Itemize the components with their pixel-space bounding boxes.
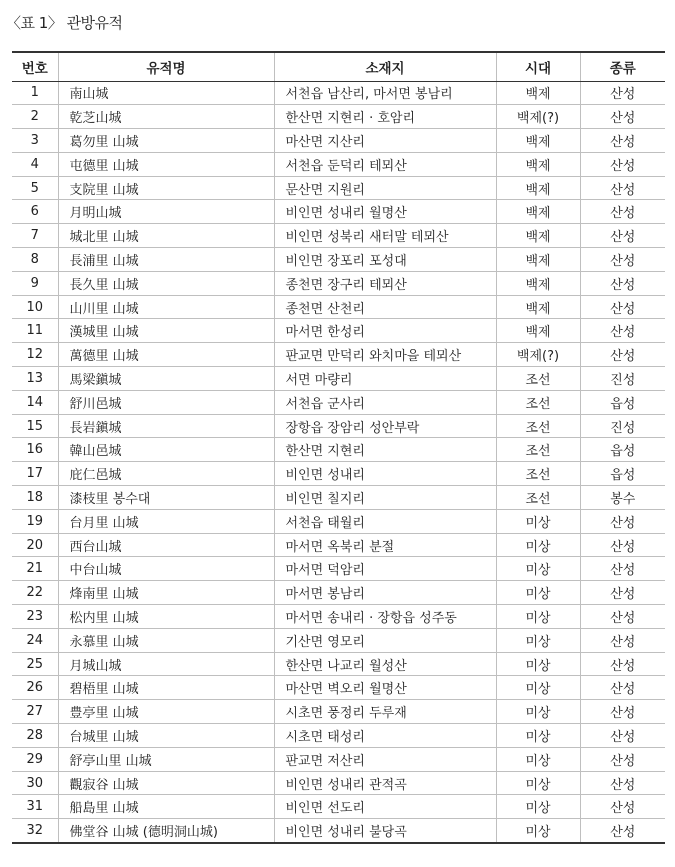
site-type: 산성: [580, 557, 665, 581]
table-row: [12, 771, 665, 795]
row-number: 3: [12, 129, 58, 153]
site-type: 산성: [580, 533, 665, 557]
site-type: 읍성: [580, 438, 665, 462]
site-type: 산성: [580, 248, 665, 272]
site-name: 萬德里 山城: [58, 343, 274, 367]
header-type: 종류: [580, 52, 665, 81]
site-name: 舒川邑城: [58, 390, 274, 414]
site-era: 미상: [496, 652, 580, 676]
table-row: [12, 200, 665, 224]
site-name: 台城里 山城: [58, 724, 274, 748]
row-number: 22: [12, 581, 58, 605]
site-location: 한산면 지현리 · 호암리: [274, 105, 496, 129]
site-era: 미상: [496, 747, 580, 771]
row-number: 24: [12, 628, 58, 652]
row-number: 32: [12, 819, 58, 843]
table-row: [12, 390, 665, 414]
row-number: 4: [12, 152, 58, 176]
site-location: 서천읍 둔덕리 테뫼산: [274, 152, 496, 176]
row-number: 17: [12, 462, 58, 486]
site-type: 산성: [580, 105, 665, 129]
site-type: 산성: [580, 700, 665, 724]
row-number: 21: [12, 557, 58, 581]
site-location: 서천읍 남산리, 마서면 봉남리: [274, 81, 496, 105]
site-era: 백제: [496, 224, 580, 248]
table-row: [12, 581, 665, 605]
site-name: 松内里 山城: [58, 605, 274, 629]
table-row: [12, 271, 665, 295]
row-number: 31: [12, 795, 58, 819]
site-era: 미상: [496, 819, 580, 843]
site-type: 산성: [580, 819, 665, 843]
site-type: 산성: [580, 129, 665, 153]
site-location: 마서면 덕암리: [274, 557, 496, 581]
site-name: 長久里 山城: [58, 271, 274, 295]
table-caption: 〈표 1〉 관방유적: [6, 14, 123, 32]
site-name: 月城山城: [58, 652, 274, 676]
site-name: 長浦里 山城: [58, 248, 274, 272]
site-location: 시초면 태성리: [274, 724, 496, 748]
row-number: 20: [12, 533, 58, 557]
table-row: [12, 343, 665, 367]
row-number: 9: [12, 271, 58, 295]
site-name: 馬梁鎭城: [58, 367, 274, 391]
site-type: 진성: [580, 367, 665, 391]
table-row: [12, 176, 665, 200]
site-type: 산성: [580, 152, 665, 176]
table-row: [12, 438, 665, 462]
site-type: 읍성: [580, 390, 665, 414]
row-number: 26: [12, 676, 58, 700]
row-number: 11: [12, 319, 58, 343]
site-era: 백제(?): [496, 343, 580, 367]
table-row: [12, 414, 665, 438]
site-name: 韓山邑城: [58, 438, 274, 462]
site-era: 조선: [496, 438, 580, 462]
site-name: 庇仁邑城: [58, 462, 274, 486]
row-number: 19: [12, 509, 58, 533]
site-name: 西台山城: [58, 533, 274, 557]
site-type: 산성: [580, 747, 665, 771]
table-row: [12, 105, 665, 129]
site-era: 백제: [496, 152, 580, 176]
site-name: 船島里 山城: [58, 795, 274, 819]
site-type: 산성: [580, 795, 665, 819]
defense-sites-table: [12, 51, 665, 844]
site-location: 종천면 장구리 테뫼산: [274, 271, 496, 295]
site-location: 서천읍 군사리: [274, 390, 496, 414]
site-era: 백제: [496, 295, 580, 319]
site-type: 산성: [580, 176, 665, 200]
table-row: [12, 486, 665, 510]
site-era: 조선: [496, 367, 580, 391]
table-header: [12, 52, 665, 81]
table-row: [12, 724, 665, 748]
table-row: [12, 319, 665, 343]
site-name: 南山城: [58, 81, 274, 105]
site-name: 城北里 山城: [58, 224, 274, 248]
site-era: 미상: [496, 533, 580, 557]
row-number: 12: [12, 343, 58, 367]
site-era: 조선: [496, 414, 580, 438]
site-location: 비인면 성내리 월명산: [274, 200, 496, 224]
site-location: 판교면 저산리: [274, 747, 496, 771]
row-number: 13: [12, 367, 58, 391]
site-location: 서천읍 태월리: [274, 509, 496, 533]
site-location: 마서면 옥북리 분절: [274, 533, 496, 557]
site-name: 碧梧里 山城: [58, 676, 274, 700]
site-type: 산성: [580, 295, 665, 319]
site-era: 미상: [496, 557, 580, 581]
table-row: [12, 533, 665, 557]
site-name: 長岩鎭城: [58, 414, 274, 438]
row-number: 15: [12, 414, 58, 438]
row-number: 2: [12, 105, 58, 129]
site-name: 漢城里 山城: [58, 319, 274, 343]
site-location: 비인면 성내리: [274, 462, 496, 486]
site-name: 中台山城: [58, 557, 274, 581]
row-number: 27: [12, 700, 58, 724]
site-era: 미상: [496, 509, 580, 533]
row-number: 16: [12, 438, 58, 462]
site-type: 진성: [580, 414, 665, 438]
row-number: 7: [12, 224, 58, 248]
site-name: 漆枝里 봉수대: [58, 486, 274, 510]
site-name: 佛堂谷 山城 (德明洞山城): [58, 819, 274, 843]
site-type: 산성: [580, 771, 665, 795]
site-era: 백제: [496, 200, 580, 224]
site-type: 산성: [580, 652, 665, 676]
site-name: 山川里 山城: [58, 295, 274, 319]
table-row: [12, 652, 665, 676]
header-site-name: 유적명: [58, 52, 274, 81]
site-name: 觀寂谷 山城: [58, 771, 274, 795]
table-row: [12, 628, 665, 652]
site-era: 조선: [496, 486, 580, 510]
site-name: 支院里 山城: [58, 176, 274, 200]
table-row: [12, 676, 665, 700]
row-number: 29: [12, 747, 58, 771]
row-number: 5: [12, 176, 58, 200]
site-location: 한산면 나교리 월성산: [274, 652, 496, 676]
site-location: 기산면 영모리: [274, 628, 496, 652]
site-type: 산성: [580, 224, 665, 248]
site-name: 台月里 山城: [58, 509, 274, 533]
table-row: [12, 462, 665, 486]
site-location: 마서면 봉남리: [274, 581, 496, 605]
table-row: [12, 819, 665, 843]
row-number: 23: [12, 605, 58, 629]
site-name: 乾芝山城: [58, 105, 274, 129]
site-name: 月明山城: [58, 200, 274, 224]
site-location: 장항읍 장암리 성안부락: [274, 414, 496, 438]
table-row: [12, 367, 665, 391]
row-number: 30: [12, 771, 58, 795]
site-name: 豊亭里 山城: [58, 700, 274, 724]
header-location: 소재지: [274, 52, 496, 81]
site-location: 마산면 벽오리 월명산: [274, 676, 496, 700]
site-name: 葛勿里 山城: [58, 129, 274, 153]
table-row: [12, 129, 665, 153]
site-location: 종천면 산천리: [274, 295, 496, 319]
site-era: 미상: [496, 581, 580, 605]
site-location: 서면 마량리: [274, 367, 496, 391]
site-type: 산성: [580, 676, 665, 700]
site-era: 백제: [496, 271, 580, 295]
site-type: 산성: [580, 81, 665, 105]
site-era: 미상: [496, 795, 580, 819]
site-type: 산성: [580, 343, 665, 367]
table-row: [12, 795, 665, 819]
table-body: [12, 81, 665, 843]
site-location: 문산면 지원리: [274, 176, 496, 200]
site-name: 舒亭山里 山城: [58, 747, 274, 771]
site-type: 산성: [580, 581, 665, 605]
site-era: 미상: [496, 724, 580, 748]
row-number: 14: [12, 390, 58, 414]
site-era: 미상: [496, 676, 580, 700]
row-number: 6: [12, 200, 58, 224]
header-row: [12, 52, 665, 81]
site-location: 시초면 풍정리 두루재: [274, 700, 496, 724]
row-number: 8: [12, 248, 58, 272]
site-location: 비인면 칠지리: [274, 486, 496, 510]
site-era: 백제(?): [496, 105, 580, 129]
site-name: 永慕里 山城: [58, 628, 274, 652]
site-era: 미상: [496, 628, 580, 652]
site-type: 봉수: [580, 486, 665, 510]
site-type: 산성: [580, 628, 665, 652]
site-type: 산성: [580, 200, 665, 224]
header-number: 번호: [12, 52, 58, 81]
table-row: [12, 509, 665, 533]
site-location: 비인면 선도리: [274, 795, 496, 819]
table-row: [12, 224, 665, 248]
site-era: 백제: [496, 248, 580, 272]
site-type: 산성: [580, 724, 665, 748]
table-row: [12, 295, 665, 319]
site-era: 미상: [496, 605, 580, 629]
site-era: 백제: [496, 176, 580, 200]
site-location: 비인면 성내리 관적곡: [274, 771, 496, 795]
site-era: 백제: [496, 319, 580, 343]
site-location: 비인면 성내리 불당곡: [274, 819, 496, 843]
row-number: 28: [12, 724, 58, 748]
table-row: [12, 747, 665, 771]
site-type: 읍성: [580, 462, 665, 486]
site-era: 조선: [496, 390, 580, 414]
site-location: 판교면 만덕리 와치마을 테뫼산: [274, 343, 496, 367]
table-row: [12, 700, 665, 724]
site-location: 마서면 한성리: [274, 319, 496, 343]
site-location: 비인면 성북리 새터말 테뫼산: [274, 224, 496, 248]
header-era: 시대: [496, 52, 580, 81]
site-era: 조선: [496, 462, 580, 486]
row-number: 1: [30, 85, 39, 101]
site-type: 산성: [580, 319, 665, 343]
table-row: [12, 152, 665, 176]
site-era: 백제: [496, 129, 580, 153]
site-era: 백제: [496, 81, 580, 105]
table-row: [12, 605, 665, 629]
site-location: 한산면 지현리: [274, 438, 496, 462]
site-location: 마산면 지산리: [274, 129, 496, 153]
site-type: 산성: [580, 271, 665, 295]
site-type: 산성: [580, 605, 665, 629]
site-type: 산성: [580, 509, 665, 533]
site-name: 烽南里 山城: [58, 581, 274, 605]
site-name: 屯德里 山城: [58, 152, 274, 176]
table-row: [12, 248, 665, 272]
row-number: 10: [12, 295, 58, 319]
row-number: 25: [12, 652, 58, 676]
site-location: 비인면 장포리 포성대: [274, 248, 496, 272]
table-row: [12, 81, 665, 105]
site-era: 미상: [496, 700, 580, 724]
table-row: [12, 557, 665, 581]
row-number: 18: [12, 486, 58, 510]
site-location: 마서면 송내리 · 장항읍 성주동: [274, 605, 496, 629]
site-era: 미상: [496, 771, 580, 795]
